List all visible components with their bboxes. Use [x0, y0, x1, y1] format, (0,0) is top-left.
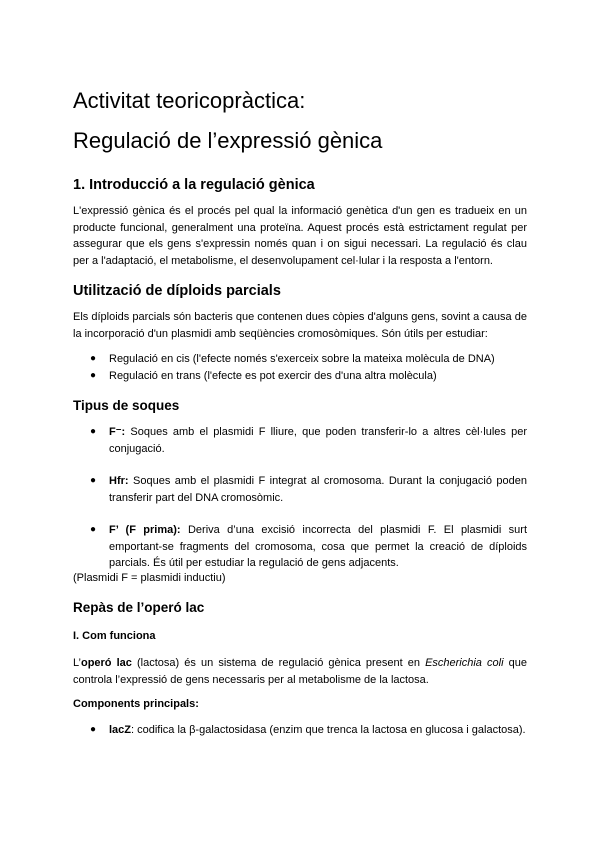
lac-heading: Repàs de l’operó lac — [73, 600, 205, 615]
lac-para-italic: Escherichia coli — [425, 657, 504, 669]
list-item-text: Regulació en cis (l'efecte només s'exerceix sobre la mateixa molècula de DNA) — [109, 353, 495, 365]
component-term: lacZ — [109, 724, 132, 736]
soca-term: F’ (F prima): — [109, 524, 181, 536]
list-item — [73, 522, 527, 572]
bullet-icon: ● — [90, 724, 97, 735]
lac-para-bold: operó lac — [80, 657, 132, 669]
bullet-icon: ● — [90, 475, 97, 486]
lac-para-end: que controla l’expressió de gens necessaris per al metabolisme de la lactosa. — [73, 657, 527, 686]
section-1-paragraph: L'expressió gènica és el procés pel qual la informació genètica d'un gen es tradueix en un producte funcional, generalment una proteïna. Aquest procés està estrictament regulat per assegurar que els gens s'expressin només quan i on sigui necessari. La regulació és clau per a l'adaptació, el metabolisme, el desenvolupament cel·lular i la resposta a l'entorn. — [73, 205, 527, 267]
title-line-2: Regulació de l’expressió gènica — [73, 128, 383, 153]
list-item — [73, 368, 527, 385]
list-item — [73, 351, 527, 368]
list-item — [73, 473, 527, 506]
title-line-1: Activitat teoricopràctica: — [73, 88, 306, 113]
list-item — [73, 424, 527, 457]
lac-paragraph — [73, 655, 527, 688]
diploids-heading: Utilització de díploids parcials — [73, 283, 281, 299]
list-item — [73, 722, 527, 739]
soca-text: Soques amb el plasmidi F lliure, que poden transferir-lo a altres cèl·lules per conjugació. — [109, 426, 527, 455]
lac-subheading: I. Com funciona — [73, 630, 156, 642]
bullet-icon: ● — [90, 353, 97, 364]
bullet-icon: ● — [90, 369, 97, 381]
soca-text: Deriva d’una excisió incorrecta del plasmidi F. El plasmidi surt emportant-se fragments del cromosoma, cosa que permet la creació de díploids parcials. És útil per estudiar la regulació de gens adjacents. — [109, 524, 528, 569]
component-text: : codifica la β-galactosidasa (enzim que trenca la lactosa en glucosa i galactosa). — [131, 724, 526, 736]
bullet-icon: ● — [90, 524, 97, 535]
components-list — [73, 722, 527, 739]
lac-para-mid: (lactosa) és un sistema de regulació gènica present en — [131, 657, 426, 669]
components-heading: Components principals: — [73, 698, 199, 710]
diploids-bullet-list — [73, 351, 527, 384]
lac-para-prefix: L’ — [73, 657, 81, 669]
bullet-icon: ● — [90, 426, 97, 437]
soca-text: Soques amb el plasmidi F integrat al cromosoma. Durant la conjugació poden transferir part del DNA cromosòmic. — [109, 475, 527, 504]
list-item-text: Regulació en trans (l'efecte es pot exercir des d'una altra molècula) — [109, 369, 437, 382]
diploids-paragraph: Els díploids parcials són bacteris que contenen dues còpies d'alguns gens, sovint a causa de la incorporació d'un plasmidi amb seqüències cromosòmiques. Són útils per estudiar: — [73, 311, 527, 340]
section-1-heading: 1. Introducció a la regulació gènica — [73, 177, 315, 193]
plasmid-note: (Plasmidi F = plasmidi inductiu) — [73, 572, 226, 584]
soca-term: F⁻: — [109, 426, 126, 438]
soques-heading: Tipus de soques — [73, 398, 180, 413]
soques-list — [73, 424, 527, 572]
soca-term: Hfr: — [109, 475, 129, 487]
